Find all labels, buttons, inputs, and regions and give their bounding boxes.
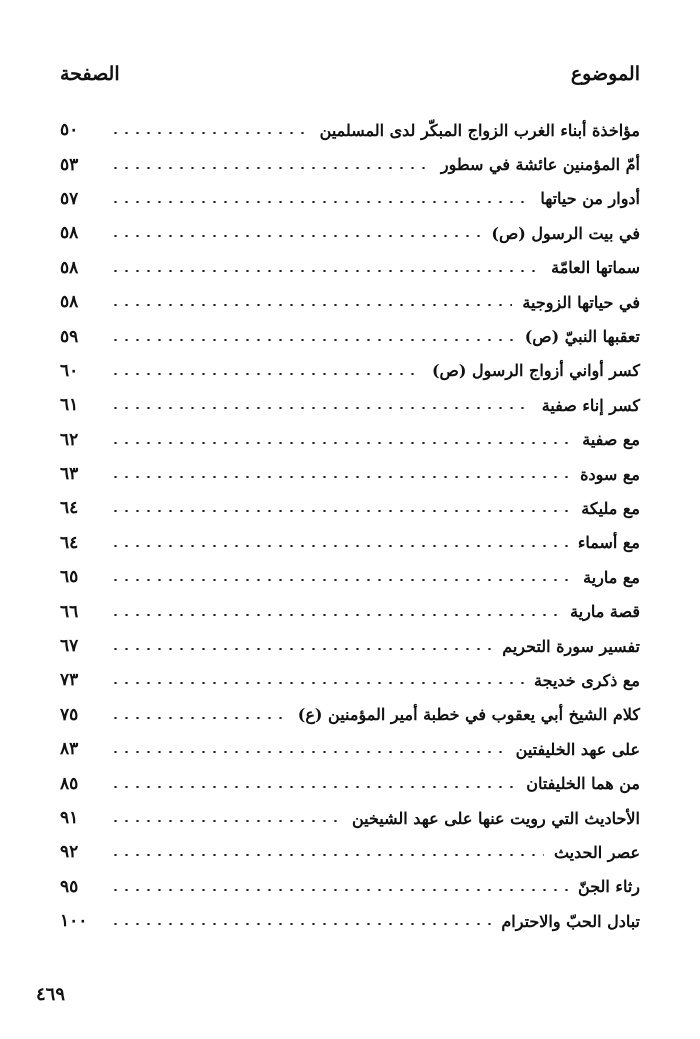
toc-header	[60, 58, 640, 90]
toc-entry	[60, 698, 640, 732]
toc-entry	[60, 491, 640, 525]
toc-entry-title: مع مليكة	[581, 498, 640, 518]
toc-entry-page: ٩٥	[60, 876, 79, 897]
toc-entry	[60, 113, 640, 147]
dot-leader	[110, 545, 568, 547]
toc-entry-title: في بيت الرسول (ص)	[491, 223, 640, 243]
toc-entry	[60, 423, 640, 457]
toc-entry	[60, 354, 640, 388]
toc-entry-page: ٥٣	[60, 154, 79, 175]
toc-entry-page: ٧٥	[60, 704, 79, 725]
toc-entry-page: ٥٩	[60, 326, 79, 347]
toc-entry-title: مع صفية	[582, 430, 640, 450]
dot-leader	[110, 476, 570, 478]
toc-entry-page: ٥٠	[60, 120, 79, 141]
dot-leader	[110, 717, 288, 719]
toc-entry-page: ٦٤	[60, 498, 79, 519]
dot-leader	[110, 579, 573, 581]
toc-entry	[60, 285, 640, 319]
toc-entry	[60, 629, 640, 663]
dot-leader	[110, 304, 512, 306]
toc-entry-title: كلام الشيخ أبي يعقوب في خطبة أمير المؤمنين (ع)	[297, 705, 640, 725]
toc-entry	[60, 251, 640, 285]
toc-entry-page: ٩٢	[60, 842, 79, 863]
toc-entry-page: ٦٥	[60, 567, 79, 588]
toc-entry-title: كسر أواني أزواج الرسول (ص)	[431, 361, 640, 381]
toc-entry-title: الأحاديث التي رويت عنها على عهد الشيخين	[351, 808, 640, 828]
dot-leader	[110, 442, 572, 444]
toc-entry-page: ٨٣	[60, 739, 79, 760]
toc-entry	[60, 835, 640, 869]
dot-leader	[110, 201, 530, 203]
dot-leader	[110, 614, 560, 616]
toc-entry-title: سماتها العامّة	[551, 258, 640, 278]
dot-leader	[110, 682, 524, 684]
page-number: ٤٦٩	[36, 984, 66, 1005]
toc-entry-title: قصة مارية	[570, 602, 640, 622]
dot-leader	[110, 923, 491, 925]
toc-entry-title: مع سودة	[580, 464, 640, 484]
toc-entry-page: ١٠٠	[60, 911, 88, 932]
toc-entry-page: ٩١	[60, 808, 79, 828]
toc-entry	[60, 766, 640, 800]
topic-column-label: الموضوع	[570, 63, 640, 85]
toc-entry-title: على عهد الخليفتين	[515, 739, 640, 759]
dot-leader	[110, 407, 532, 409]
dot-leader	[110, 889, 568, 891]
toc-entry-page: ٦٤	[60, 532, 79, 553]
toc-entry-page: ٧٣	[60, 670, 79, 691]
toc-entry-title: أمّ المؤمنين عائشة في سطور	[440, 155, 640, 175]
dot-leader	[110, 167, 431, 169]
toc-entry	[60, 732, 640, 766]
toc-entry	[60, 801, 640, 835]
dot-leader	[110, 820, 342, 822]
table-of-contents	[60, 113, 640, 938]
toc-entry	[60, 147, 640, 181]
toc-entry-page: ٥٧	[60, 188, 79, 209]
toc-entry-page: ٨٥	[60, 773, 79, 794]
toc-entry-title: مع مارية	[583, 567, 640, 587]
toc-entry	[60, 457, 640, 491]
toc-entry-page: ٦٠	[60, 360, 79, 381]
dot-leader	[110, 235, 481, 237]
dot-leader	[110, 270, 541, 272]
dot-leader	[110, 751, 506, 753]
toc-entry-title: في حياتها الزوجية	[522, 292, 640, 312]
toc-entry-title: رثاء الجنّ	[578, 877, 640, 897]
toc-entry	[60, 526, 640, 560]
dot-leader	[110, 510, 571, 512]
toc-entry-page: ٦١	[60, 395, 79, 416]
toc-entry-title: تبادل الحبّ والاحترام	[501, 911, 640, 931]
dot-leader	[110, 786, 516, 788]
toc-entry-page: ٥٨	[60, 292, 79, 313]
toc-entry	[60, 216, 640, 250]
toc-entry-page: ٥٨	[60, 257, 79, 278]
toc-entry-title: تفسير سورة التحريم	[502, 636, 640, 656]
toc-entry-page: ٦٦	[60, 601, 79, 622]
toc-entry-title: أدوار من حياتها	[540, 189, 640, 209]
toc-entry-page: ٥٨	[60, 223, 79, 244]
toc-entry	[60, 904, 640, 938]
toc-entry	[60, 319, 640, 353]
toc-entry-title: من هما الخليفتان	[526, 774, 640, 794]
toc-entry-page: ٦٢	[60, 429, 79, 450]
dot-leader	[110, 854, 544, 856]
toc-entry	[60, 560, 640, 594]
toc-entry-title: مؤاخذة أبناء الغرب الزواج المبكّر لدى المسلمين	[319, 120, 640, 140]
toc-entry-title: مع ذكرى خديجة	[534, 670, 640, 690]
toc-entry	[60, 388, 640, 422]
toc-entry	[60, 663, 640, 697]
dot-leader	[110, 339, 515, 341]
page-column-label: الصفحة	[60, 63, 120, 85]
toc-entry	[60, 870, 640, 904]
dot-leader	[110, 648, 492, 650]
toc-entry-title: مع أسماء	[577, 533, 640, 553]
toc-entry-page: ٦٣	[60, 464, 79, 485]
dot-leader	[110, 373, 422, 375]
toc-entry-title: كسر إناء صفية	[541, 395, 640, 415]
toc-entry-title: عصر الحديث	[553, 842, 640, 862]
toc-entry	[60, 182, 640, 216]
toc-entry-page: ٦٧	[60, 636, 79, 657]
toc-entry-title: تعقبها النبيّ (ص)	[524, 327, 640, 347]
toc-entry	[60, 594, 640, 628]
dot-leader	[110, 132, 310, 134]
